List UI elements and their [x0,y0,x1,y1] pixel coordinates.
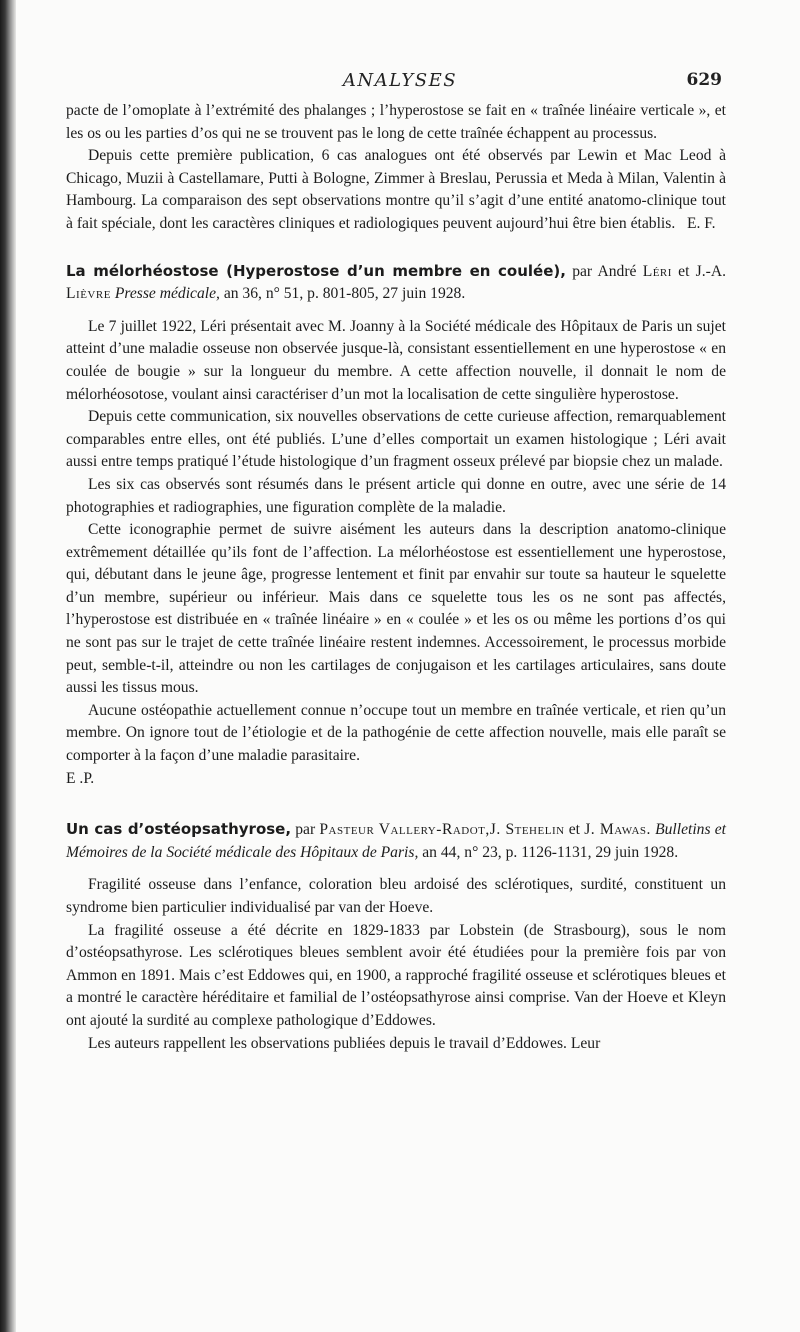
section-spacer [66,236,726,260]
author-name: Lièvre [66,285,111,303]
and-word: et [568,821,581,839]
body-paragraph: Aucune ostéopathie actuellement connue n’occupe tout un membre en traînée verticale, et rien qu’un membre. On ignore tout de l’étiologie et de la pathogénie de cette affection nouvelle, mais elle paraît se comporter à la façon d’une maladie parasitaire. [66,701,726,765]
body-paragraph: Fragilité osseuse dans l’enfance, coloration bleu ardoisé des sclérotiques, surdité, constituent un syndrome bien particulier individualisé par van der Hoeve. [66,876,726,916]
section-spacer [66,864,726,874]
running-title: ANALYSES [342,70,458,91]
article-title: Un cas d’ostéopsathyrose, [66,820,292,839]
journal-name: Bulletins et Mémoires de la Société médicale des Hôpitaux de Paris, [66,821,726,861]
body-paragraph: Cette iconographie permet de suivre aisément les auteurs dans la description anatomo-clinique extrêmement détaillée qu’ils font de l’affection. La mélorhéostose est essentiellement une hyperostose, qui, débutant dans le jeune âge, progresse lentement et finit par envahir sur toute sa hauteur le squelette d’un membre, supérieur ou inférieur. Mais dans ce squelette tous les os ne sont pas affectés, l’hyperostose est distribuée en « traînée linéaire » en « coulée » et les os ou même les portions d’os qui ne sont pas sur le trajet de cette traînée linéaire restent indemnes. Accessoirement, le processus morbide peut, semble-t-il, atteindre ou non les cartilages de conjugaison et les cartilages articulaires, sans doute aussi les tissus mous. [66,521,726,697]
continued-paragraph: pacte de l’omoplate à l’extrémité des phalanges ; l’hyperostose se fait en « traînée linéaire verticale », et les os ou les parties d’os qui ne se trouvent pas le long de cette traînée échappent au processus. [66,102,726,142]
citation-reference: an 36, n° 51, p. 801-805, 27 juin 1928. [223,285,466,303]
section-spacer [66,306,726,316]
signature-initials: E. F. [686,214,716,232]
book-spine-shadow [0,0,16,1332]
body-paragraph: Le 7 juillet 1922, Léri présentait avec M. Joanny à la Société médicale des Hôpitaux de Paris un sujet atteint d’une maladie osseuse non observée jusque-là, consistant essentiellement en une hyperostose « en coulée de bougie » sur la longueur du membre. A cette affection nouvelle, il donnait le nom de mélorhéosotose, voulant ainsi caractériser d’un mot la localisation de cette singulière hyperostose. [66,317,726,403]
author-name: Pasteur Vallery-Radot,J. Stehelin [319,821,565,839]
article-heading [66,818,726,864]
body-paragraph: Les six cas observés sont résumés dans le présent article qui donne en outre, avec une série de 14 photographies et radiographies, une figuration complète de la maladie. [66,475,726,516]
section-spacer [66,790,726,818]
signature-initials: E .P. [66,769,95,787]
author-name: J. Mawas. [584,821,651,839]
and-word: et J.-A. [678,262,726,280]
paragraph-text: Depuis cette première publication, 6 cas analogues ont été observés par Lewin et Mac Leod à Chicago, Muzii à Castellamare, Putti à Bologne, Zimmer à Breslau, Perussia et Meda à Milan, Valentin à Hambourg. La comparaison des sept observations montre qu’il s’agit d’une entité anatomo-clinique tout à fait spéciale, dont les caractères cliniques et radiologiques peuvent aujourd’hui être bien établis. [66,147,726,232]
body-paragraph: La fragilité osseuse a été décrite en 1829-1833 par Lobstein (de Strasbourg), sous le nom d’ostéopsathyrose. Les sclérotiques bleues semblent avoir été étudiées pour la première fois par von Ammon en 1891. Mais c’est Eddowes qui, en 1900, a rapproché fragilité osseuse et sclérotiques bleues et a montré le caractère héréditaire et familial de l’ostéopsathyrose ainsi comprise. Van der Hoeve et Kleyn ont ajouté la surdité au complexe pathologique d’Eddowes. [66,921,726,1029]
article-title: La mélorhéostose (Hyperostose d’un membre en coulée), [66,261,566,280]
by-word: par André [572,262,637,280]
journal-name: Presse médicale, [114,285,220,303]
page-header [0,66,800,96]
by-word: par [295,821,316,839]
author-name: Léri [642,262,672,280]
body-paragraph: Les auteurs rappellent les observations publiées depuis le travail d’Eddowes. Leur [88,1034,601,1052]
page-content [66,100,726,1055]
intro-paragraph [66,145,726,235]
body-paragraph: Depuis cette communication, six nouvelles observations de cette curieuse affection, remarquablement comparables entre elles, ont été publiés. L’une d’elles comportait un examen histologique ; Léri avait aussi entre temps pratiqué l’étude histologique d’un fragment osseux prélevé par biopsie chez un malade. [66,408,726,471]
article-heading [66,260,726,306]
page-number: 629 [686,70,722,90]
citation-reference: an 44, n° 23, p. 1126-1131, 29 juin 1928. [422,843,679,861]
